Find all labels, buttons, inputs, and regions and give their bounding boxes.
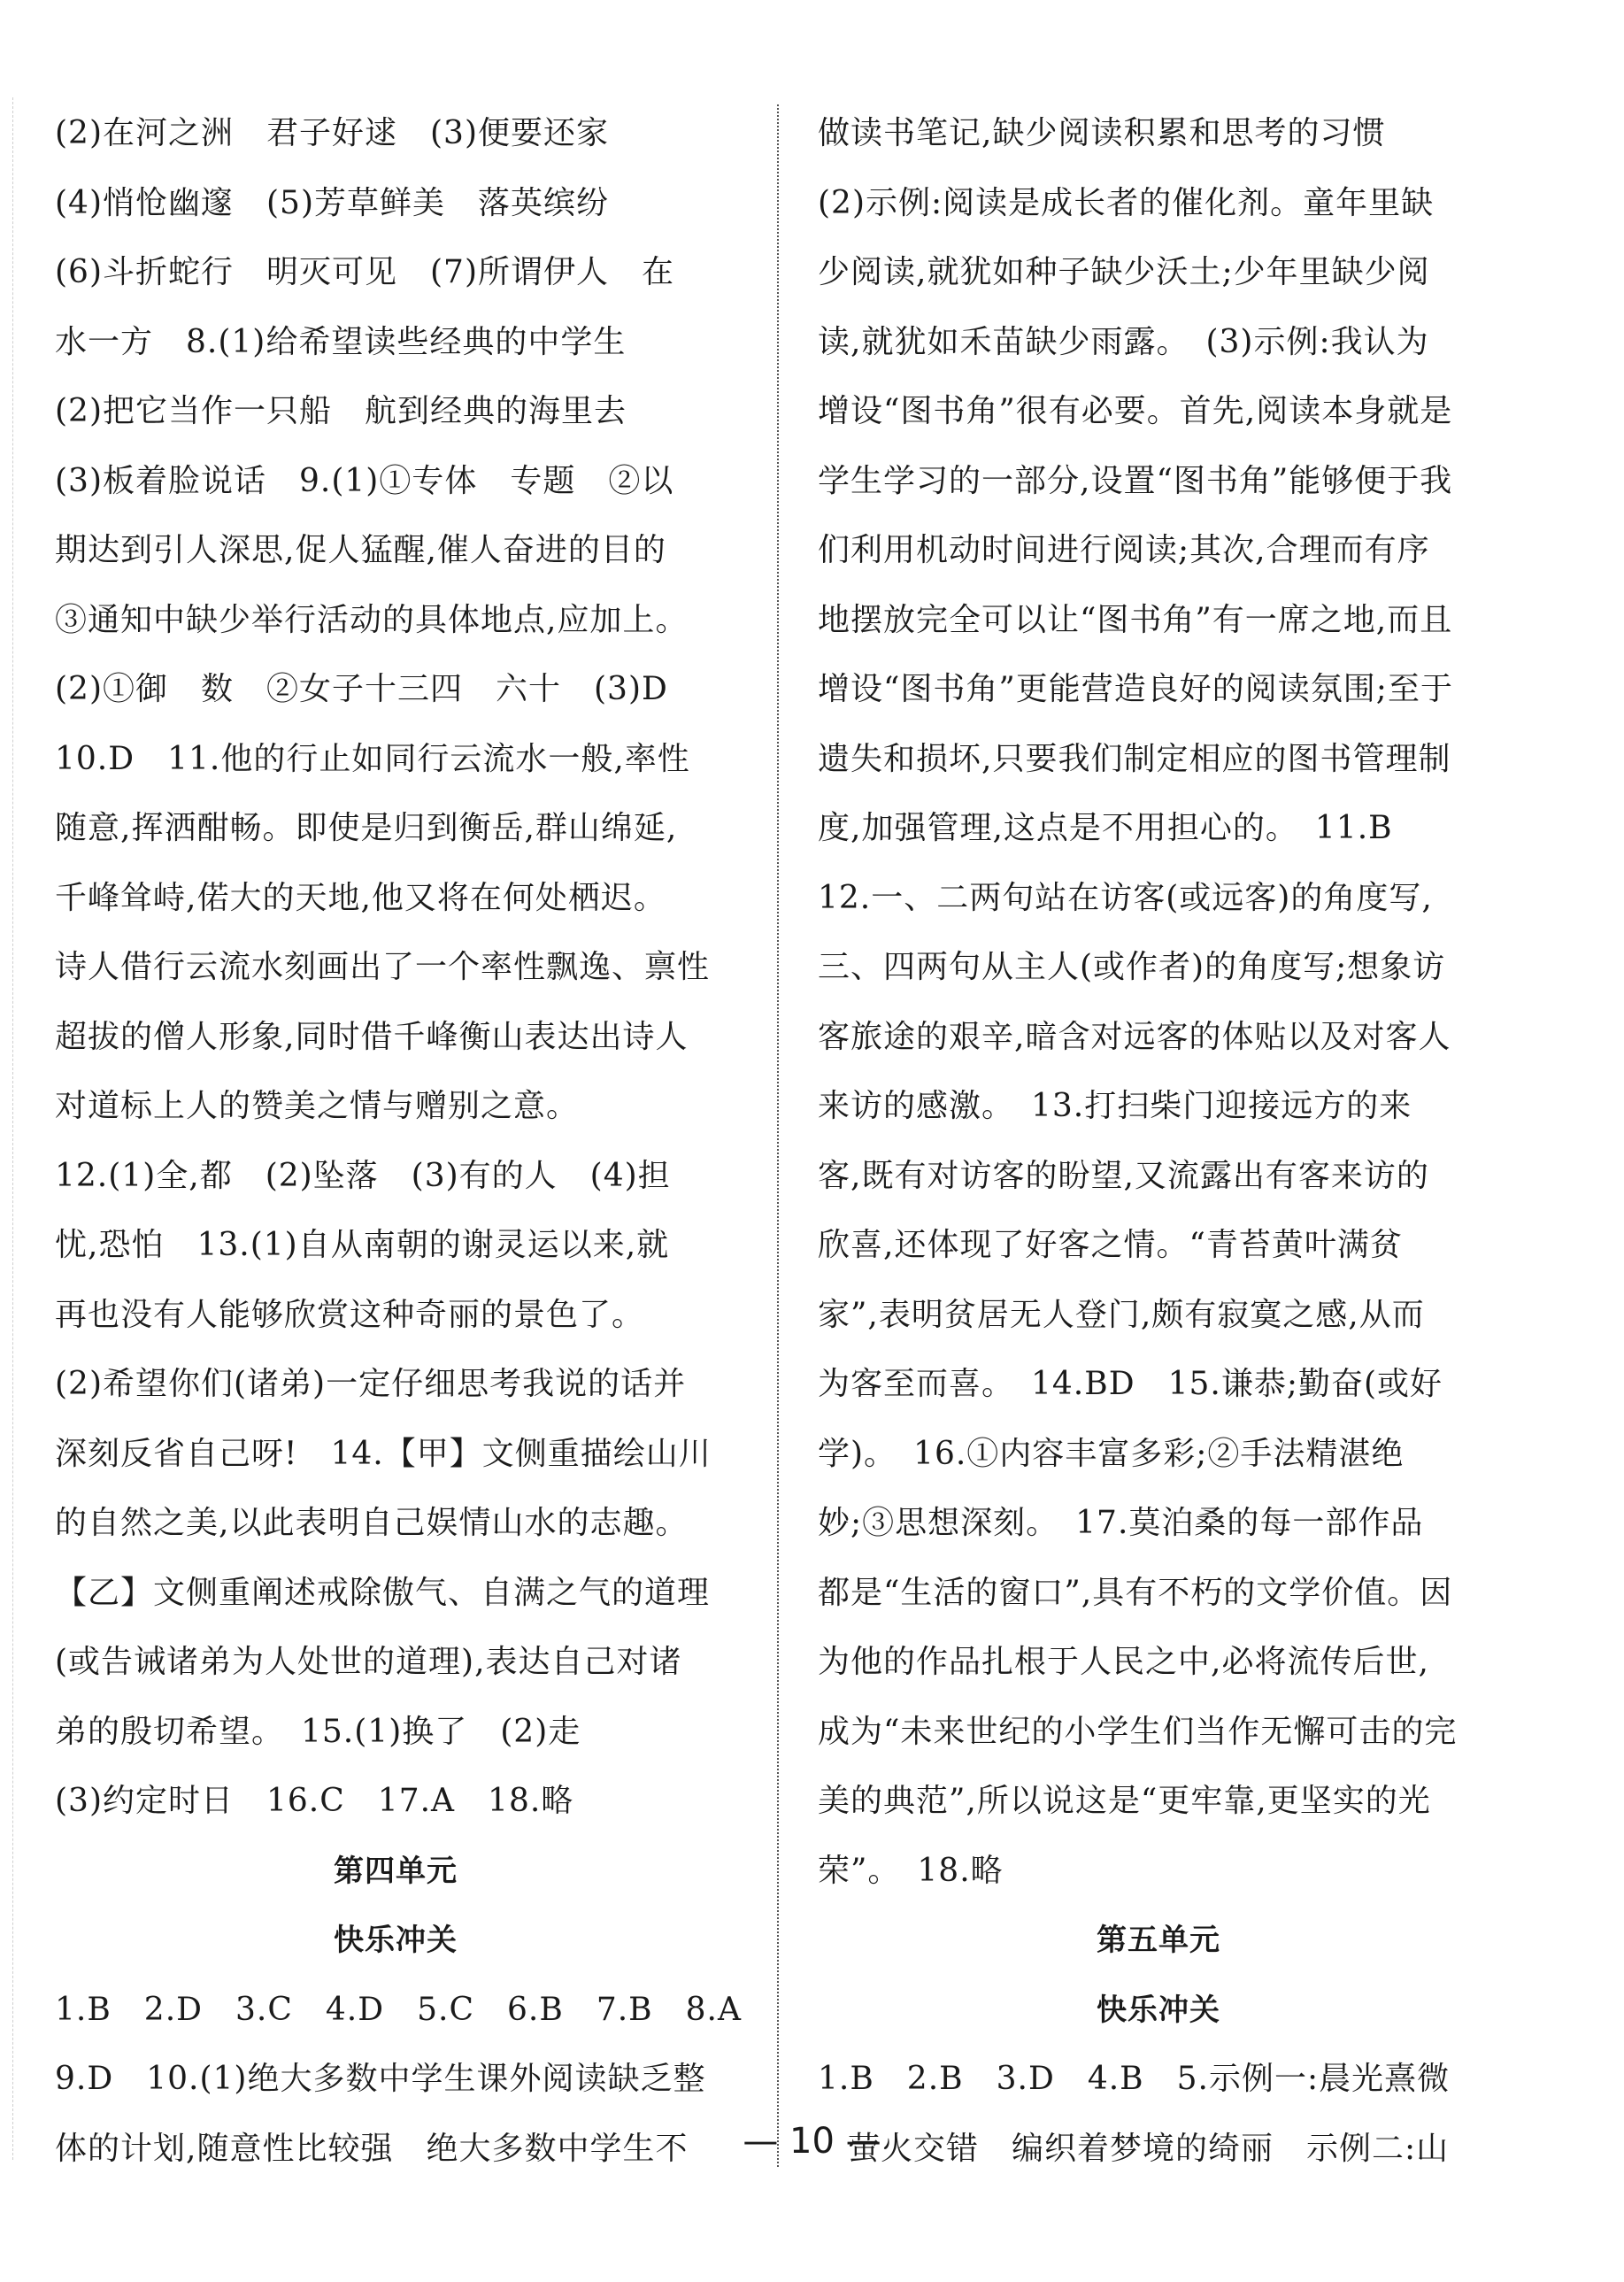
left-column: [55, 99, 742, 2184]
text-line: 的自然之美,以此表明自己娱情山水的志趣。: [55, 1505, 689, 1541]
text-line: (2)示例:阅读是成长者的催化剂。童年里缺: [818, 184, 1435, 221]
text-line: 体的计划,随意性比较强 绝大多数中学生不: [55, 2130, 689, 2167]
text-line: 荣”。 18.略: [818, 1852, 1004, 1889]
page-number: — 10 —: [743, 2121, 881, 2162]
text-line: 学生学习的一部分,设置“图书角”能够便于我: [818, 462, 1453, 499]
text-line: 美的典范”,所以说这是“更牢靠,更坚实的光: [818, 1783, 1431, 1819]
text-line: 读,就犹如禾苗缺少雨露。 (3)示例:我认为: [818, 323, 1429, 360]
text-line: 诗人借行云流水刻画出了一个率性飘逸、禀性: [55, 949, 711, 985]
text-line: 12.一、二两句站在访客(或远客)的角度写,: [818, 879, 1433, 916]
text-line: 再也没有人能够欣赏这种奇丽的景色了。: [55, 1296, 645, 1333]
text-line: 弟的殷切希望。 15.(1)换了 (2)走: [55, 1713, 581, 1750]
text-line: 超拔的僧人形象,同时借千峰衡山表达出诗人: [55, 1018, 689, 1055]
text-line: 成为“未来世纪的小学生们当作无懈可击的完: [818, 1713, 1458, 1750]
text-line: (2)希望你们(诸弟)一定仔细思考我说的话并: [55, 1366, 687, 1402]
text-line: 家”,表明贫居无人登门,颇有寂寞之感,从而: [818, 1296, 1425, 1333]
section-heading: 第四单元: [334, 1853, 458, 1889]
text-line: (3)约定时日 16.C 17.A 18.略: [55, 1783, 574, 1819]
column-divider: [777, 104, 779, 2167]
text-line: 增设“图书角”更能营造良好的阅读氛围;至于: [818, 671, 1453, 707]
text-line: 萤火交错 编织着梦境的绮丽 示例二:山: [848, 2130, 1450, 2167]
section-heading: 第五单元: [1097, 1923, 1220, 1958]
text-line: 忧,恐怕 13.(1)自从南朝的谢灵运以来,就: [55, 1227, 670, 1263]
text-line: (2)①御 数 ②女子十三四 六十 (3)D: [55, 671, 668, 707]
text-line: 随意,挥洒酣畅。即使是归到衡岳,群山绵延,: [55, 810, 678, 846]
text-line: 水一方 8.(1)给希望读些经典的中学生: [55, 323, 627, 360]
text-line: 地摆放完全可以让“图书角”有一席之地,而且: [818, 601, 1453, 638]
section-heading: 快乐冲关: [1097, 1992, 1220, 2028]
text-line: 对道标上人的赞美之情与赠别之意。: [55, 1088, 580, 1124]
text-line: 深刻反省自己呀! 14.【甲】文侧重描绘山川: [55, 1435, 712, 1472]
text-line: 妙;③思想深刻。 17.莫泊桑的每一部作品: [818, 1505, 1424, 1541]
binding-edge-mark: [12, 97, 13, 2160]
text-line: 都是“生活的窗口”,具有不朽的文学价值。因: [818, 1574, 1453, 1611]
text-line: (2)把它当作一只船 航到经典的海里去: [55, 393, 627, 429]
text-line: 增设“图书角”很有必要。首先,阅读本身就是: [818, 393, 1453, 429]
text-line: 遗失和损坏,只要我们制定相应的图书管理制: [818, 740, 1451, 777]
text-line: (2)在河之洲 君子好逑 (3)便要还家: [55, 115, 609, 151]
text-line: 9.D 10.(1)绝大多数中学生课外阅读缺乏整: [55, 2061, 706, 2097]
text-line: 【乙】文侧重阐述戒除傲气、自满之气的道理: [55, 1574, 711, 1611]
text-line: 三、四两句从主人(或作者)的角度写;想象访: [818, 949, 1446, 985]
text-line: 少阅读,就犹如种子缺少沃土;少年里缺少阅: [818, 254, 1430, 290]
text-line: 客,既有对访客的盼望,又流露出有客来访的: [818, 1157, 1429, 1194]
text-line: (3)板着脸说话 9.(1)①专体 专题 ②以: [55, 462, 674, 499]
text-line: 为他的作品扎根于人民之中,必将流传后世,: [818, 1644, 1429, 1680]
right-column: [818, 99, 1499, 2184]
text-line: 们利用机动时间进行阅读;其次,合理而有序: [818, 532, 1430, 568]
text-line: (4)悄怆幽邃 (5)芳草鲜美 落英缤纷: [55, 184, 609, 221]
text-line: 10.D 11.他的行止如同行云流水一般,率性: [55, 740, 690, 777]
text-line: 欣喜,还体现了好客之情。“青苔黄叶满贫: [818, 1227, 1403, 1263]
text-line: 来访的感激。 13.打扫柴门迎接远方的来: [818, 1088, 1412, 1124]
text-line: (或告诫诸弟为人处世的道理),表达自己对诸: [55, 1644, 682, 1680]
text-line: 1.B 2.B 3.D 4.B 5.示例一:晨光熹微: [818, 2061, 1451, 2097]
text-line: 学)。 16.①内容丰富多彩;②手法精湛绝: [818, 1435, 1405, 1472]
text-line: 为客至而喜。 14.BD 15.谦恭;勤奋(或好: [818, 1366, 1443, 1402]
text-line: (6)斗折蛇行 明灭可见 (7)所谓伊人 在: [55, 254, 674, 290]
text-line: 做读书笔记,缺少阅读积累和思考的习惯: [818, 115, 1386, 151]
text-line: 12.(1)全,都 (2)坠落 (3)有的人 (4)担: [55, 1157, 671, 1194]
section-heading: 快乐冲关: [334, 1923, 458, 1958]
text-line: 度,加强管理,这点是不用担心的。 11.B: [818, 810, 1393, 846]
text-line: 千峰耸峙,偌大的天地,他又将在何处栖迟。: [55, 879, 666, 916]
text-line: 客旅途的艰辛,暗含对远客的体贴以及对客人: [818, 1018, 1451, 1055]
text-line: 1.B 2.D 3.C 4.D 5.C 6.B 7.B 8.A: [55, 1991, 742, 2028]
text-line: ③通知中缺少举行活动的具体地点,应加上。: [55, 601, 689, 638]
text-line: 期达到引人深思,促人猛醒,催人奋进的目的: [55, 532, 666, 568]
